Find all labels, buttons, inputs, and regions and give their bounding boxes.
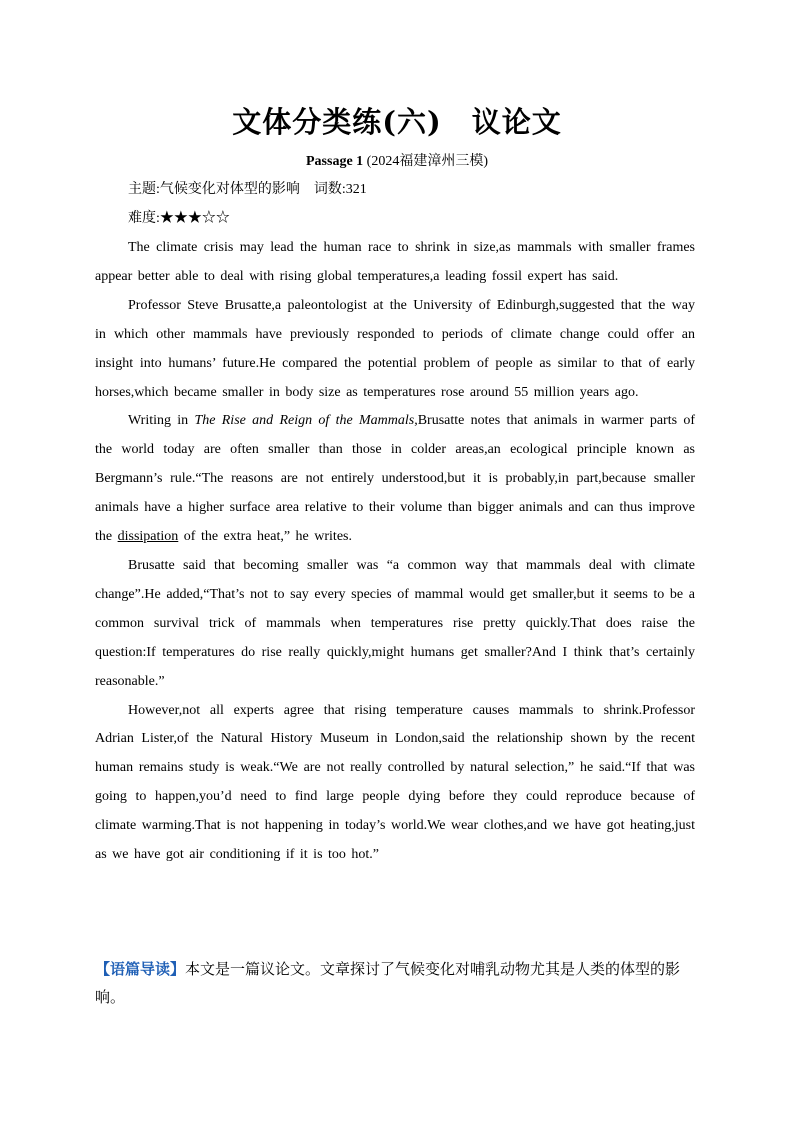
guide-text: 本文是一篇议论文。文章探讨了气候变化对哺乳动物尤其是人类的体型的影响。 [95, 960, 681, 1006]
topic-line: 主题:气候变化对体型的影响 词数:321 [128, 182, 367, 197]
paragraph-2: Professor Steve Brusatte,a paleontologist at the University of Edinburgh,suggested that the way in which other mammals have previously responded to periods of climate change could offer an insight into humans’ future.He compared the potential problem of people as similar to that of early horses,which became smaller in body size as temperatures rose around 55 million years ago. [95, 297, 695, 400]
page-title: 文体分类练(六) 议论文 [232, 105, 562, 139]
passage-source: (2024福建漳州三模) [363, 154, 488, 169]
paragraph-4: Brusatte said that becoming smaller was “a common way that mammals deal with climate change”.He added,“That’s not to say every species of mammal would get smaller,but it seems to be a common survival trick of mammals when temperatures rise pretty quickly.That does raise the question:If temperatures do rise really quickly,might humans get smaller?And I think that’s certainly reasonable.” [95, 557, 695, 689]
reading-guide [95, 955, 705, 1011]
passage-header [0, 150, 794, 170]
paragraph-3-part-a: Writing in [128, 413, 195, 429]
passage-body [95, 234, 695, 870]
paragraph-5: However,not all experts agree that rising temperature causes mammals to shrink.Professor Adrian Lister,of the Natural History Museum in London,said the relationship shown by the recent human remains study is weak.“We are not really controlled by natural selection,” he said.“If that was going to happen,you’d need to find large people dying before they could reproduce because of climate warming.That is not happening in today’s world.We wear clothes,and we have got heating,just as we have got air conditioning if it is too hot.” [95, 702, 695, 863]
paragraph-3 [95, 407, 695, 552]
guide-label: 【语篇导读】 [95, 960, 186, 978]
paragraph-3-part-b: ,Brusatte notes that animals in warmer parts of the world today are often smaller than those in colder areas,an ecological principle known as Bergmann’s rule.“The reasons are not entirely understood,but it is probably,in part,because smaller animals have a higher surface area relative to their volume than bigger animals and can thus improve the [95, 413, 696, 545]
underlined-word: dissipation [117, 529, 179, 545]
passage-label: Passage 1 [306, 154, 364, 169]
book-title: The Rise and Reign of the Mammals [194, 413, 415, 429]
paragraph-3-part-c: of the extra heat,” he writes. [178, 529, 352, 545]
difficulty-line: 难度:★★★☆☆ [128, 211, 230, 226]
paragraph-1: The climate crisis may lead the human race to shrink in size,as mammals with smaller frames appear better able to deal with rising global temperatures,a leading fossil expert has said. [95, 240, 695, 284]
